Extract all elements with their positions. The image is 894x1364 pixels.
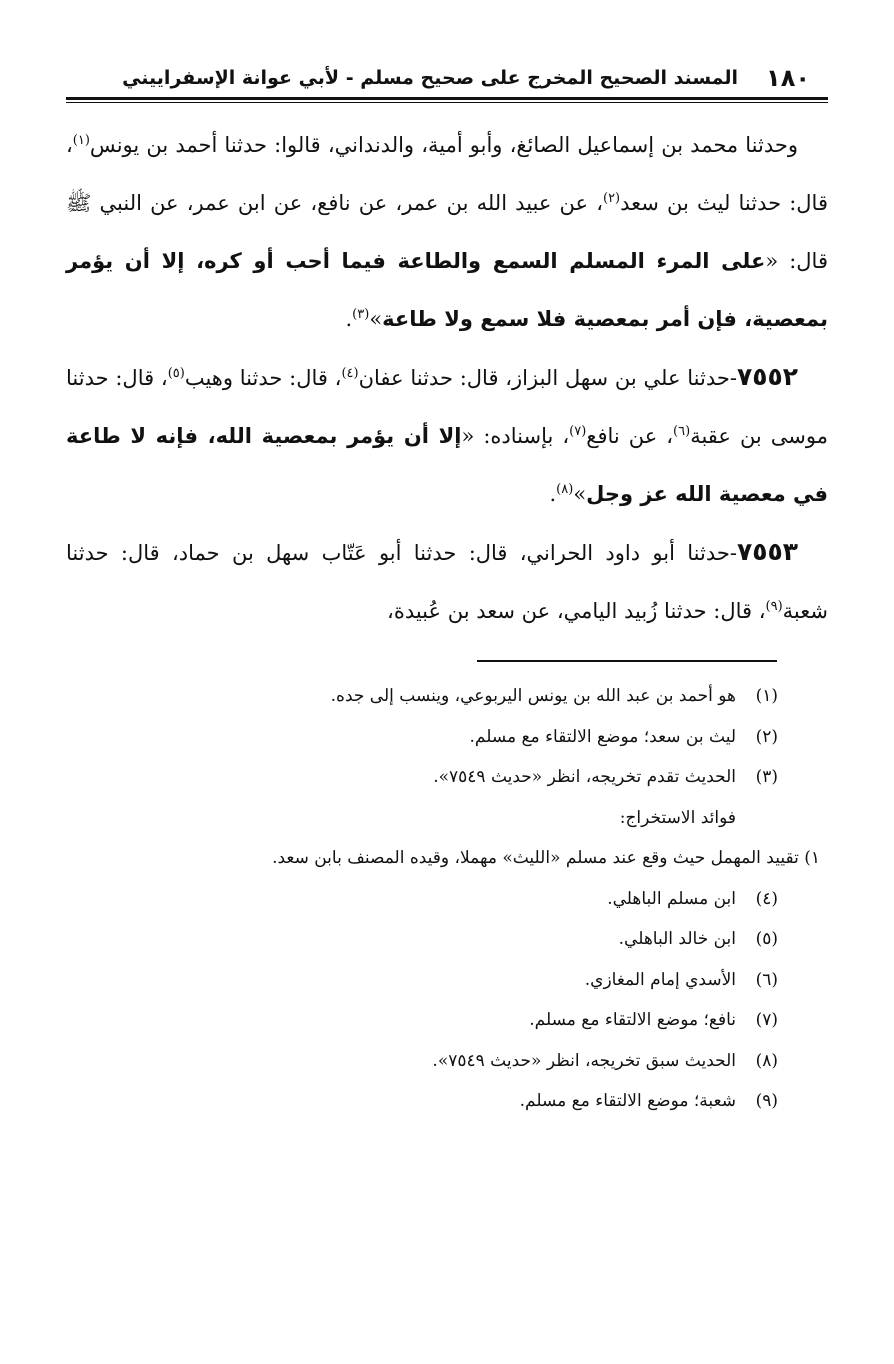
- footnote-5: [66, 919, 778, 960]
- text-span: .: [549, 482, 557, 506]
- text-span: »: [573, 482, 587, 506]
- footnote-ref[interactable]: (١): [72, 133, 90, 148]
- text-span: ، بإسناده: «: [461, 424, 570, 448]
- footnote-3-benefits-heading: [66, 798, 778, 839]
- footnote-number: (٦): [755, 969, 778, 990]
- footnote-text: ١) تقييد المهمل حيث وقع عند مسلم «الليث» مهملا، وقيده المصنف بابن سعد.: [272, 848, 820, 868]
- footnote-text: الحديث سبق تخريجه، انظر «حديث ٧٥٤٩».: [432, 1050, 736, 1071]
- running-header: [66, 58, 828, 98]
- footnote-3: [66, 757, 778, 798]
- footnote-ref[interactable]: (٢): [602, 191, 621, 206]
- text-span: »: [369, 307, 383, 331]
- footnote-number: (٩): [755, 1091, 778, 1111]
- footnote-ref[interactable]: (٧): [569, 424, 587, 439]
- footnote-text: فوائد الاستخراج:: [619, 807, 736, 828]
- footnote-text: شعبة؛ موضع الالتقاء مع مسلم.: [519, 1091, 736, 1111]
- text-span: ، قال: حدثنا ليث بن سعد: [66, 133, 828, 215]
- footnote-number: (٤): [755, 888, 778, 909]
- text-span: -حدثنا علي بن سهل البزاز، قال: حدثنا عفان: [358, 366, 737, 390]
- footnotes-list: [66, 676, 820, 1122]
- footnote-text: نافع؛ موضع الالتقاء مع مسلم.: [529, 1010, 736, 1030]
- footnote-separator: [477, 660, 777, 662]
- paragraph-2: [66, 348, 828, 523]
- footnote-2: [66, 717, 778, 758]
- hadith-number: ٧٥٥٢: [736, 362, 798, 391]
- footnote-text: الحديث تقدم تخريجه، انظر «حديث ٧٥٤٩».: [433, 767, 736, 787]
- footnote-number: (٢): [755, 726, 778, 747]
- paragraph-3: [66, 523, 828, 640]
- footnote-ref[interactable]: (٦): [673, 424, 691, 439]
- footnote-ref[interactable]: (٩): [765, 599, 783, 614]
- hadith-text: إلا أن يؤمر بمعصية الله، فإنه لا طاعة في معصية الله عز وجل: [66, 424, 828, 506]
- header-rule: [66, 97, 828, 103]
- text-span: وحدثنا محمد بن إسماعيل الصائغ، وأبو أمية، والدنداني، قالوا: حدثنا أحمد بن يونس: [89, 133, 798, 157]
- text-span: ، قال: حدثنا زُبيد اليامي، عن سعد بن عُبيدة،: [387, 599, 766, 623]
- footnote-6: [66, 960, 778, 1001]
- footnote-1: [66, 676, 778, 717]
- footnote-number: (٣): [755, 767, 778, 787]
- paragraph-1: [66, 116, 828, 348]
- footnote-ref[interactable]: (٥): [167, 366, 185, 381]
- text-span: ، قال: حدثنا وهيب: [184, 366, 342, 390]
- footnote-8: [66, 1041, 778, 1082]
- footnote-text: ابن مسلم الباهلي.: [607, 888, 736, 909]
- footnote-ref[interactable]: (٣): [352, 307, 370, 322]
- text-span: ، قال: حدثنا موسى بن عقبة: [66, 366, 828, 448]
- hadith-text: على المرء المسلم السمع والطاعة فيما أحب أو كره، إلا أن يؤمر بمعصية، فإن أمر بمعصية فلا سمع ولا طاعة: [66, 249, 828, 331]
- text-span: .: [345, 307, 353, 331]
- text-span: -حدثنا أبو داود الحراني، قال: حدثنا أبو عَتّاب سهل بن حماد، قال: حدثنا شعبة: [66, 541, 828, 623]
- footnote-ref[interactable]: (٤): [341, 366, 359, 381]
- footnote-ref[interactable]: (٨): [556, 482, 574, 497]
- footnote-9: [66, 1081, 778, 1122]
- running-title: المسند الصحيح المخرج على صحيح مسلم - لأبي عوانة الإسفراييني: [122, 67, 739, 89]
- text-span: ، عن نافع: [586, 424, 674, 448]
- footnote-3-benefit-1: [66, 838, 820, 879]
- main-text: [66, 116, 828, 640]
- hadith-number: ٧٥٥٣: [736, 537, 798, 566]
- footnote-text: ابن خالد الباهلي.: [618, 929, 736, 949]
- footnote-text: ليث بن سعد؛ موضع الالتقاء مع مسلم.: [469, 726, 736, 747]
- footnote-text: الأسدي إمام المغازي.: [584, 969, 736, 990]
- footnote-number: (١): [755, 686, 778, 706]
- text-span: ، عن عبيد الله بن عمر، عن نافع، عن ابن عمر، عن النبي ﷺ قال: «: [66, 191, 828, 273]
- footnote-number: (٨): [755, 1050, 778, 1071]
- footnote-4: [66, 879, 778, 920]
- footnote-number: (٧): [755, 1010, 778, 1030]
- page-number: ١٨٠: [766, 64, 810, 92]
- footnote-7: [66, 1000, 778, 1041]
- footnote-text: هو أحمد بن عبد الله بن يونس اليربوعي، وينسب إلى جده.: [330, 686, 736, 706]
- footnote-number: (٥): [755, 929, 778, 949]
